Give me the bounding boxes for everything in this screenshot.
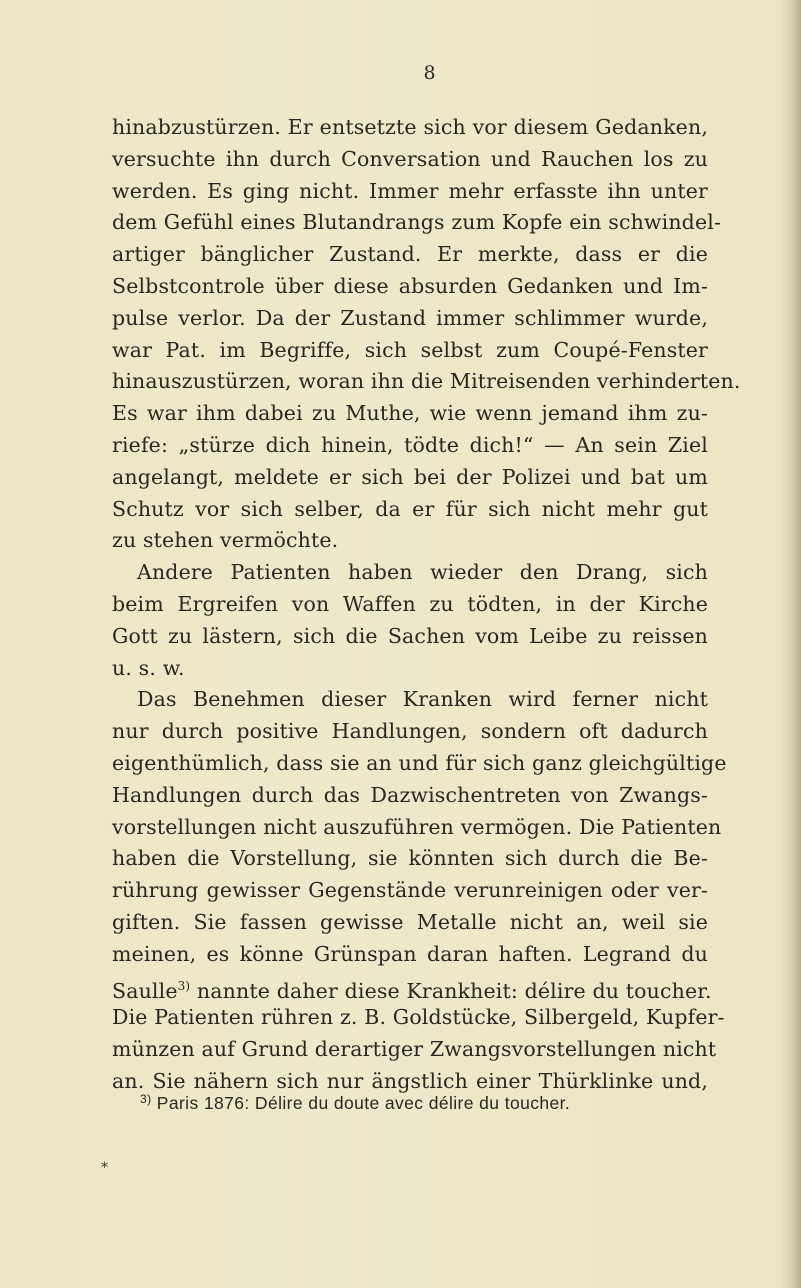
text-line: Die Patienten rühren z. B. Goldstücke, Silbergeld, Kupfer-: [112, 1005, 725, 1030]
text-line: eigenthümlich, dass sie an und für sich ganz gleichgültige: [112, 750, 727, 775]
text-line: an. Sie nähern sich nur ängstlich einer Thürklinke und,: [112, 1068, 708, 1093]
text-line: riefe: „stürze dich hinein, tödte dich!“ — An sein Ziel: [112, 432, 708, 457]
page-edge-shadow: [779, 0, 801, 1288]
text-line: zu stehen vermöchte.: [112, 528, 339, 553]
text-line: versuchte ihn durch Conversation und Rauchen los zu: [112, 146, 708, 171]
text-line: war Pat. im Begriffe, sich selbst zum Coupé-Fenster: [112, 337, 708, 362]
text-continuation: nannte daher diese Krankheit: délire du toucher.: [196, 978, 712, 1003]
text-line: beim Ergreifen von Waffen zu tödten, in der Kirche: [112, 591, 708, 616]
text-line: dem Gefühl eines Blutandrangs zum Kopfe ein schwindel-: [112, 210, 722, 235]
text-line: münzen auf Grund derartiger Zwangsvorstellungen nicht: [112, 1037, 717, 1062]
text-line: pulse verlor. Da der Zustand immer schlimmer wurde,: [112, 305, 708, 330]
author-name: Saulle: [112, 978, 178, 1003]
text-line: rührung gewisser Gegenstände verunreinigen oder ver-: [112, 878, 708, 903]
text-line-with-footnote-ref: [112, 971, 712, 1003]
text-line: Gott zu lästern, sich die Sachen vom Leibe zu reissen: [112, 623, 708, 648]
footnote: [140, 1092, 570, 1114]
text-line: u. s. w.: [112, 655, 185, 680]
text-line: Selbstcontrole über diese absurden Gedanken und Im-: [112, 273, 708, 298]
text-line: Handlungen durch das Dazwischentreten von Zwangs-: [112, 782, 708, 807]
text-line: werden. Es ging nicht. Immer mehr erfasste ihn unter: [112, 178, 708, 203]
text-line: nur durch positive Handlungen, sondern oft dadurch: [112, 719, 708, 744]
footnote-marker: 3): [140, 1092, 152, 1106]
body-text: [112, 112, 741, 1098]
text-line: hinauszustürzen, woran ihn die Mitreisenden verhinderten.: [112, 369, 741, 394]
page-number: 8: [423, 62, 437, 84]
footnote-text: Paris 1876: Délire du doute avec délire du toucher.: [156, 1093, 571, 1113]
text-line: meinen, es könne Grünspan daran haften. Legrand du: [112, 941, 708, 966]
stray-print-mark: *: [101, 1160, 108, 1176]
text-line: angelangt, meldete er sich bei der Polizei und bat um: [112, 464, 708, 489]
text-line: hinabzustürzen. Er entsetzte sich vor diesem Gedanken,: [112, 115, 708, 139]
footnote-reference[interactable]: 3): [177, 978, 191, 993]
text-line: giften. Sie fassen gewisse Metalle nicht an, weil sie: [112, 909, 708, 934]
text-line: haben die Vorstellung, sie könnten sich durch die Be-: [112, 846, 708, 871]
text-line: artiger bänglicher Zustand. Er merkte, dass er die: [112, 242, 708, 267]
text-line: Das Benehmen dieser Kranken wird ferner nicht: [137, 687, 708, 712]
text-line: vorstellungen nicht auszuführen vermögen. Die Patienten: [112, 814, 722, 839]
text-line: Andere Patienten haben wieder den Drang, sich: [137, 560, 708, 585]
text-line: Schutz vor sich selber, da er für sich nicht mehr gut: [112, 496, 708, 521]
text-line: Es war ihm dabei zu Muthe, wie wenn jemand ihm zu-: [112, 401, 708, 426]
